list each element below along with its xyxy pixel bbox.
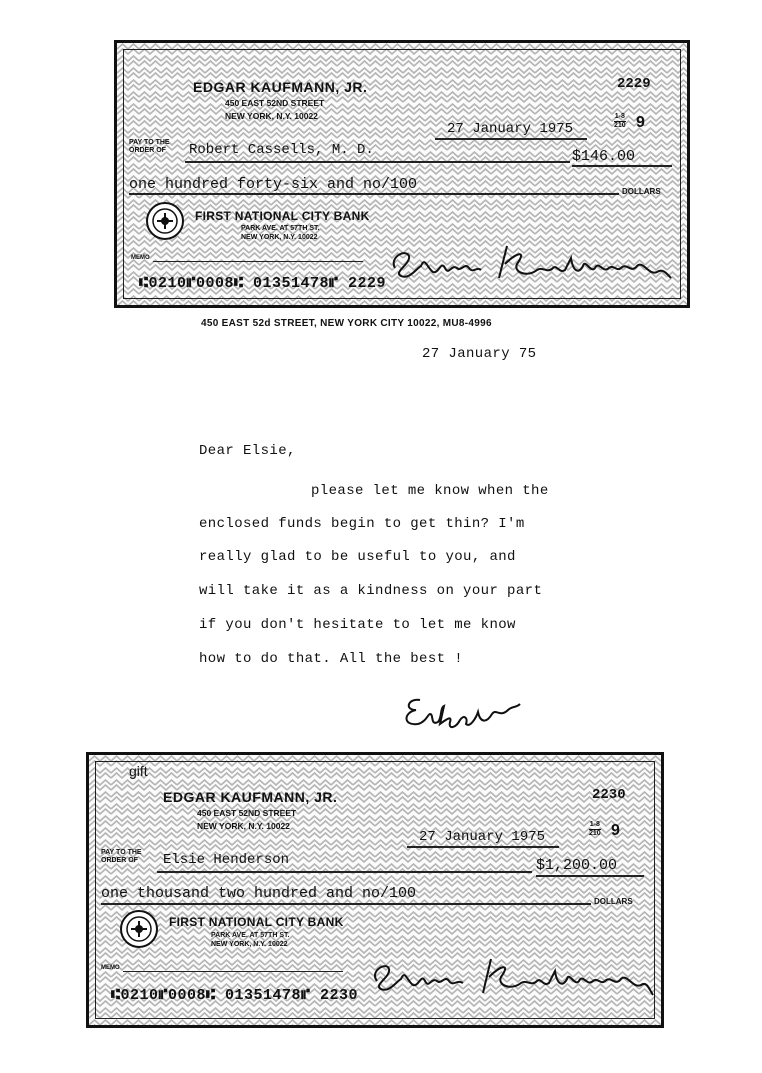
routing-fraction xyxy=(589,821,601,838)
bank-address-line2: NEW YORK, N.Y. 10022 xyxy=(211,941,288,948)
pay-to-label xyxy=(129,139,170,155)
amount-words: one thousand two hundred and no/100 xyxy=(101,885,417,902)
bank-name: FIRST NATIONAL CITY BANK xyxy=(169,915,344,929)
drawer-signature xyxy=(387,238,677,290)
order-of: ORDER OF xyxy=(101,857,138,864)
drawer-address-line2: NEW YORK, N.Y. 10022 xyxy=(197,821,290,831)
dollars-label: DOLLARS xyxy=(594,897,633,906)
letter-date: 27 January 75 xyxy=(422,346,537,362)
drawer-name: EDGAR KAUFMANN, JR. xyxy=(163,789,338,805)
check-date: 27 January 1975 xyxy=(419,829,546,845)
letter-body-line-2: enclosed funds begin to get thin? I'm xyxy=(199,516,525,532)
check-2230 xyxy=(86,752,664,1028)
letter-body-line-5: if you don't hesitate to let me know xyxy=(199,617,516,633)
routing-suffix: 9 xyxy=(636,114,645,131)
amount-numeric: $146.00 xyxy=(572,148,636,165)
drawer-address-line1: 450 EAST 52ND STREET xyxy=(197,808,297,818)
routing-suffix: 9 xyxy=(611,822,620,839)
pay-to-the: PAY TO THE xyxy=(101,849,142,856)
bank-address xyxy=(211,931,289,949)
check-number: 2229 xyxy=(617,76,651,92)
bank-seal-icon xyxy=(119,909,159,949)
routing-bottom: 210 xyxy=(589,830,601,837)
amount-numeric: $1,200.00 xyxy=(536,857,618,874)
bank-address-line1: PARK AVE. AT 57TH ST. xyxy=(241,225,320,232)
drawer-name: EDGAR KAUFMANN, JR. xyxy=(193,79,368,95)
bank-address-line1: PARK AVE. AT 57TH ST. xyxy=(211,932,290,939)
drawer-address-line2: NEW YORK, N.Y. 10022 xyxy=(225,111,318,121)
routing-fraction xyxy=(614,113,626,130)
bank-seal-icon xyxy=(145,201,185,241)
letter-salutation: Dear Elsie, xyxy=(199,443,296,459)
dollars-label: DOLLARS xyxy=(622,187,661,196)
letter-body-line-3: really glad to be useful to you, and xyxy=(199,549,516,565)
micr-line: ⑆0210⑈0008⑆ 01351478⑈ 2230 xyxy=(111,987,359,1004)
check-2229 xyxy=(114,40,690,308)
pay-to-label xyxy=(101,849,142,865)
micr-line: ⑆0210⑈0008⑆ 01351478⑈ 2229 xyxy=(139,275,387,292)
drawer-address-line1: 450 EAST 52ND STREET xyxy=(225,98,325,108)
check-date: 27 January 1975 xyxy=(447,121,574,137)
letter-body-line-6: how to do that. All the best ! xyxy=(199,651,464,667)
letter-body-line-1: please let me know when the xyxy=(311,483,549,499)
letterhead-address: 450 EAST 52d STREET, NEW YORK CITY 10022, MU8-4996 xyxy=(201,318,492,329)
bank-address-line2: NEW YORK, N.Y. 10022 xyxy=(241,234,318,241)
bank-name: FIRST NATIONAL CITY BANK xyxy=(195,209,370,223)
routing-bottom: 210 xyxy=(614,122,626,129)
letter-signature xyxy=(400,688,530,736)
amount-words: one hundred forty-six and no/100 xyxy=(129,176,418,193)
memo-label: MEMO xyxy=(131,255,150,261)
payee-name: Robert Cassells, M. D. xyxy=(189,142,374,158)
letter-body-line-4: will take it as a kindness on your part xyxy=(199,583,543,599)
order-of: ORDER OF xyxy=(129,147,166,154)
routing-top: 1-8 xyxy=(589,821,600,828)
bank-address xyxy=(241,224,319,242)
check-number: 2230 xyxy=(592,787,626,803)
pay-to-the: PAY TO THE xyxy=(129,139,170,146)
payee-name: Elsie Henderson xyxy=(163,852,290,868)
drawer-signature xyxy=(367,951,657,1005)
memo-label: MEMO xyxy=(101,965,120,971)
routing-top: 1-8 xyxy=(614,113,625,120)
handwritten-annotation: gift xyxy=(129,763,148,779)
